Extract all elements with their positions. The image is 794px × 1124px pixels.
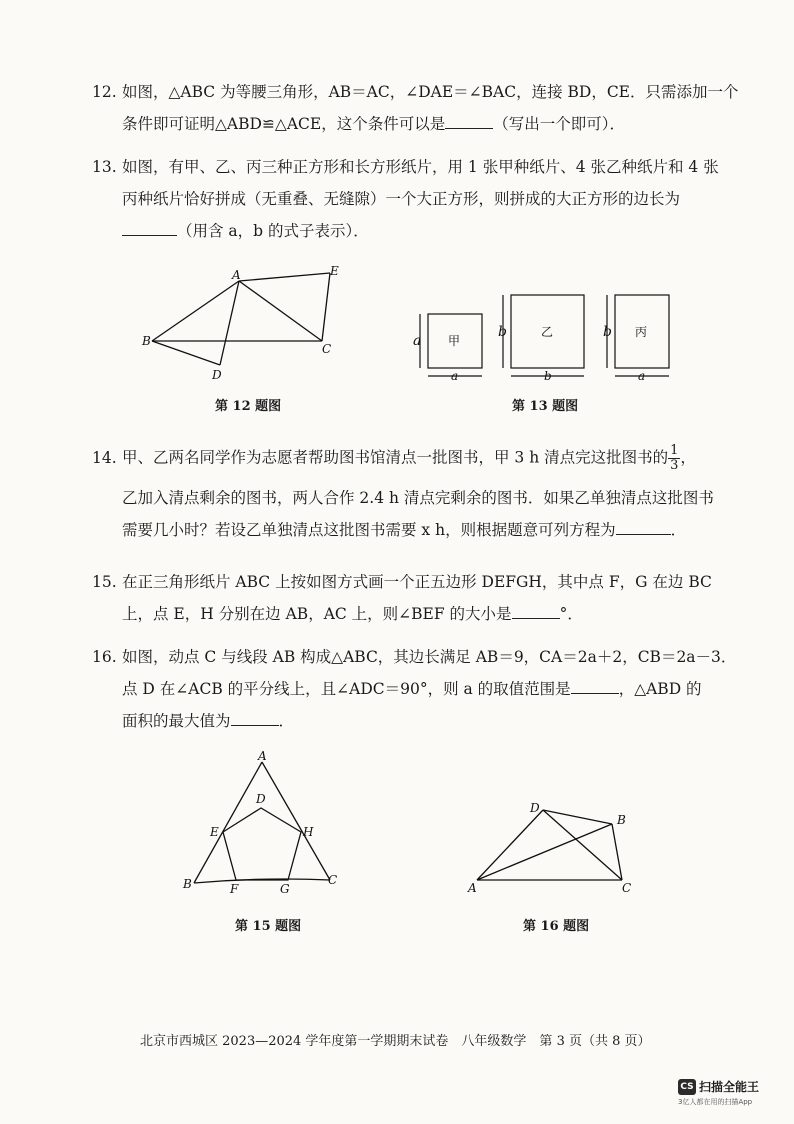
q15-text-2: 上，点 E，H 分别在边 AB，AC 上，则∠BEF 的大小是 [122, 605, 512, 623]
fig15-caption: 第 15 题图 [235, 919, 302, 934]
q12-text-1: 如图，△ABC 为等腰三角形，AB＝AC，∠DAE＝∠BAC，连接 BD，CE．只需添加一个 [122, 83, 739, 101]
fig12-label-C: C [322, 342, 332, 356]
scanner-logo-icon: CS [678, 1079, 696, 1095]
fig16-segment-AD [477, 810, 543, 880]
q16-line2 [122, 677, 702, 699]
fig12-segment-BA [152, 281, 239, 341]
fig16-label-B: B [617, 813, 626, 827]
fig16-caption: 第 16 题图 [523, 919, 590, 934]
fig15-segment-AC [262, 762, 330, 880]
fig13-label-jia: 甲 [448, 334, 461, 348]
q15-text-2-end: °． [559, 605, 583, 623]
q12-text-2b: （写出一个即可）． [493, 115, 625, 133]
fig12-segment-AC [239, 281, 322, 341]
fig16-segment-DB [543, 810, 612, 824]
fig15-label-C: C [328, 873, 338, 887]
fig15-label-E: E [210, 825, 219, 839]
fig13-label-bing: 丙 [635, 325, 648, 339]
q13-line3 [122, 219, 369, 241]
q16-text-3-end: ． [278, 712, 295, 730]
fig13-label-b-bottom: b [544, 369, 552, 383]
fig13-label-a-side: a [413, 333, 422, 349]
fig12-segment-EC [322, 273, 330, 341]
q13-text-1: 如图，有甲、乙、丙三种正方形和长方形纸片，用 1 张甲种纸片、4 张乙种纸片和 4 张 [122, 158, 719, 176]
q16-answer-blank-2[interactable] [231, 711, 279, 726]
q14-text-2: 乙加入清点剩余的图书，两人合作 2.4 h 清点完剩余的图书．如果乙单独清点这批图书 [122, 489, 714, 507]
q12-line2 [122, 112, 625, 134]
q14-text-1-end: ， [680, 448, 696, 467]
q14-text-3: 需要几小时？若设乙单独清点这批图书需要 x h，则根据题意可列方程为 [122, 521, 616, 539]
q13-text-3: （用含 a，b 的式子表示）． [177, 222, 369, 240]
q14-answer-blank[interactable] [616, 520, 671, 535]
q15-text-1: 在正三角形纸片 ABC 上按如图方式画一个正五边形 DEFGH，其中点 F，G 在边 BC [122, 573, 712, 591]
fig15-pentagon-DEFGH [223, 808, 301, 880]
fig15-segment-AB [194, 762, 262, 883]
q13-answer-blank[interactable] [122, 221, 177, 236]
fig12-segment-AE [239, 273, 330, 281]
fig13-caption: 第 13 题图 [512, 399, 579, 414]
q16-text-3: 面积的最大值为 [122, 712, 231, 730]
fig15-label-D: D [256, 792, 266, 806]
figure-13 [408, 288, 683, 383]
q14-text-3-end: ． [670, 521, 687, 539]
q13-line1 [92, 155, 719, 177]
q14-fraction [668, 444, 680, 473]
q14-line2 [122, 486, 714, 508]
q13-text-2: 丙种纸片恰好拼成（无重叠、无缝隙）一个大正方形，则拼成的大正方形的边长为 [122, 190, 681, 208]
q15-line1 [92, 570, 712, 592]
fig12-label-A: A [232, 268, 241, 282]
fig12-segment-BD [152, 341, 220, 365]
q16-text-1: 如图，动点 C 与线段 AB 构成△ABC，其边长满足 AB＝9，CA＝2a＋2，CB＝2a－3． [122, 648, 737, 666]
q15-line2 [122, 602, 583, 624]
fig16-label-A: A [468, 881, 477, 895]
q16-number: 16. [92, 648, 117, 666]
fig16-segment-DC [543, 810, 622, 880]
figure-15 [180, 750, 345, 898]
fig15-label-H: H [303, 825, 314, 839]
figure-16 [462, 798, 642, 900]
q14-fraction-den: 3 [670, 458, 679, 473]
q14-line1 [92, 444, 696, 473]
scanner-watermark [678, 1076, 759, 1107]
scanner-tagline: 3亿人都在用的扫描App [678, 1098, 753, 1106]
q14-number: 14. [92, 448, 117, 467]
q14-line3 [122, 518, 686, 540]
fig12-label-E: E [330, 265, 339, 278]
q13-line2 [122, 187, 680, 209]
fig13-label-b-side: b [498, 324, 507, 340]
q15-answer-blank[interactable] [512, 604, 560, 619]
fig16-label-D: D [530, 801, 540, 815]
fig13-label-yi: 乙 [541, 325, 554, 339]
fig15-label-G: G [280, 882, 290, 896]
fig13-label-a-bottom: a [451, 369, 459, 383]
q16-line1 [92, 645, 736, 667]
fig13-label-a-bottom2: a [638, 369, 646, 383]
q15-number: 15. [92, 573, 117, 591]
figure-12 [140, 265, 350, 385]
q16-line3 [122, 709, 294, 731]
q12-number: 12. [92, 83, 117, 101]
q14-fraction-num: 1 [670, 443, 679, 458]
page-footer: 北京市西城区 2023—2024 学年度第一学期期末试卷 八年级数学 第 3 页（共 8 页） [140, 1034, 651, 1049]
scanner-name: 扫描全能王 [699, 1080, 760, 1094]
q16-answer-blank-1[interactable] [571, 679, 619, 694]
q13-number: 13. [92, 158, 117, 176]
fig12-label-B: B [142, 334, 151, 348]
fig12-caption: 第 12 题图 [215, 399, 282, 414]
fig12-label-D: D [212, 368, 222, 382]
fig16-segment-AB [477, 824, 612, 880]
q12-answer-blank[interactable] [445, 114, 493, 129]
q16-text-2b: ，△ABD 的 [618, 680, 702, 698]
q16-text-2a: 点 D 在∠ACB 的平分线上，且∠ADC＝90°，则 a 的取值范围是 [122, 680, 571, 698]
q14-text-1: 甲、乙两名同学作为志愿者帮助图书馆清点一批图书，甲 3 h 清点完这批图书的 [122, 448, 669, 467]
fig15-label-F: F [230, 882, 239, 896]
fig15-label-B: B [183, 877, 192, 891]
q12-line1 [92, 80, 739, 102]
fig16-label-C: C [622, 881, 632, 895]
fig12-segment-AD [220, 281, 239, 365]
q12-text-2a: 条件即可证明△ABD≌△ACE，这个条件可以是 [122, 115, 446, 133]
fig13-label-b-side2: b [603, 324, 612, 340]
fig15-label-A: A [258, 750, 267, 763]
